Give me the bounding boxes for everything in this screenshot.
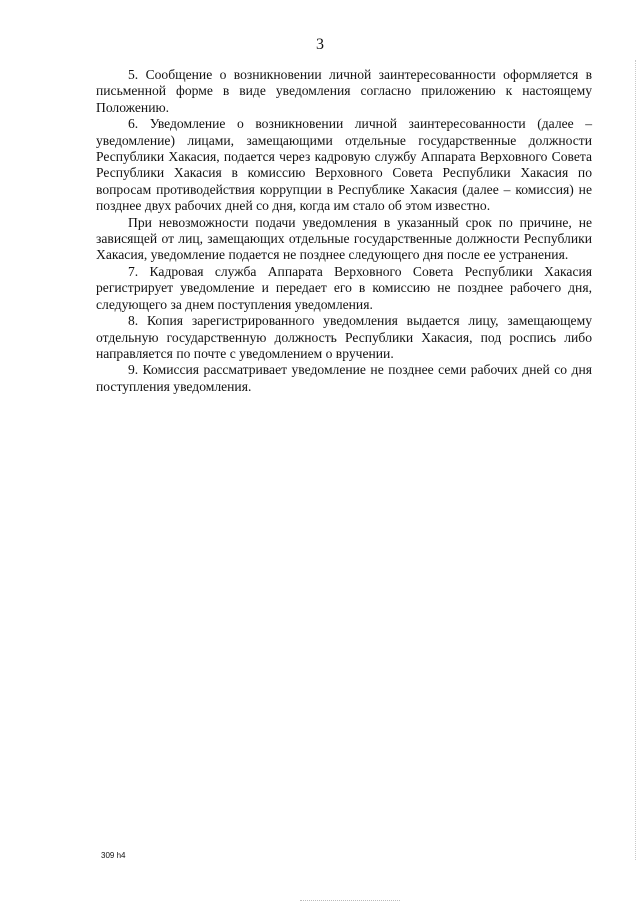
paragraph-clause-7: 7. Кадровая служба Аппарата Верховного Совета Республики Хакасия регистрирует уведомление и передает его в комиссию не позднее рабочего дня, следующего за днем поступления уведомления. (96, 263, 592, 312)
footer-document-code: 309 h4 (101, 851, 126, 860)
scan-bottom-artifact (300, 899, 400, 901)
paragraph-clause-8: 8. Копия зарегистрированного уведомления выдается лицу, замещающему отдельную государственную должность Республики Хакасия, под роспись либо направляется по почте с уведомлением о вручении. (96, 313, 592, 361)
scan-edge-artifact (634, 60, 636, 860)
page-number: 3 (316, 36, 324, 53)
paragraph-clause-6: 6. Уведомление о возникновении личной заинтересованности (далее – уведомление) лицами, замещающими отдельные государственные должности Республики Хакасия, подается через кадровую службу Аппарата Верховного Совета Республики Хакасия в комиссию Верховного Совета Республики Хакасия по вопросам противодействия коррупции в Республике Хакасия (далее – комиссия) не позднее двух рабочих дней со дня, когда им стало об этом известно. (96, 116, 592, 214)
document-body (96, 67, 592, 395)
paragraph-clause-5: 5. Сообщение о возникновении личной заинтересованности оформляется в письменной форме в виде уведомления согласно приложению к настоящему Положению. (96, 67, 592, 115)
paragraph-clause-9: 9. Комиссия рассматривает уведомление не позднее семи рабочих дней со дня поступления уведомления. (96, 362, 592, 394)
paragraph-clause-6-continuation: При невозможности подачи уведомления в указанный срок по причине, не зависящей от лиц, замещающих отдельные государственные должности Республики Хакасия, уведомление подается не позднее следующего дня после ее устранения. (96, 214, 592, 263)
